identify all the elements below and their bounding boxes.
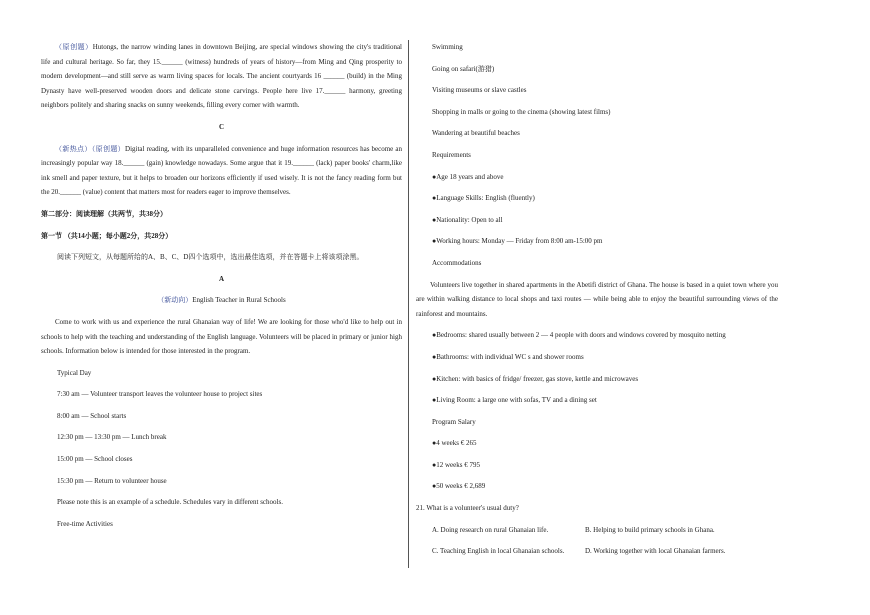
passage-b-paragraph — [41, 40, 402, 113]
schedule-item: 15:00 pm — School closes — [57, 455, 133, 464]
schedule-item: 12:30 pm — 13:30 pm — Lunch break — [57, 433, 167, 442]
requirements-heading: Requirements — [432, 150, 471, 159]
accommodation-item: ●Living Room: a large one with sofas, TV and a dining set — [432, 396, 597, 405]
source-tag: （新动向） — [157, 296, 193, 305]
salary-item: ●12 weeks € 795 — [432, 460, 480, 469]
section-one-heading: 第一节 （共14小题；每小题2分，共28分） — [41, 231, 173, 240]
intro-paragraph: Come to work with us and experience the rural Ghanaian way of life! We are looking for those who'd like to help out in schools to help with the teaching and understanding of the English language. Volunteers will be placed in primary or junior high schools. Information below is intended for those interested in the program. — [41, 317, 402, 356]
section-heading-c: C — [218, 122, 225, 131]
requirement-item: ●Age 18 years and above — [432, 172, 504, 181]
accommodations-paragraph: Volunteers live together in shared apartments in the Abetifi district of Ghana. The house is based in a quiet town where you are within walking distance to local shops and taxi routes — while being able to enjoy the beautiful surrounding views of the rainforest and mountains. — [416, 280, 778, 318]
accommodation-item: ●Kitchen: with basics of fridge/ freezer, gas stove, kettle and microwaves — [432, 374, 639, 383]
options-row-cd — [416, 544, 778, 559]
option-a[interactable]: A. Doing research on rural Ghanaian life. — [432, 525, 549, 534]
question-21: 21. What is a volunteer's usual duty? — [416, 504, 519, 513]
part-two-heading: 第二部分：阅读理解（共两节，共38分） — [41, 209, 167, 218]
option-d[interactable]: D. Working together with local Ghanaian farmers. — [585, 547, 726, 556]
left-column — [41, 40, 402, 531]
activity-item: Going on safari(游猎) — [432, 64, 495, 73]
column-divider — [408, 40, 409, 568]
schedule-item: 15:30 pm — Return to volunteer house — [57, 476, 167, 485]
activity-item: Wandering at beautiful beaches — [432, 129, 520, 138]
activity-item: Visiting museums or slave castles — [432, 86, 527, 95]
activity-item: Swimming — [432, 43, 463, 51]
paragraph-text: Hutongs, the narrow winding lanes in downtown Beijing, are special windows showing the city's traditional life and cultural heritage. So far, they 15.______ (witness) hundreds of years of history—from Ming and Qing prosperity to modern development—and still serve as warm living spaces for locals. The ancient courtyards 16 ______ (build) in the Ming Dynasty have well-preserved wooden doors and delicate stone carvings. People here live 17.______ harmony, greeting neighbors politely and sharing snacks on sunny weekends, filling every corner with warmth. — [41, 43, 403, 110]
salary-heading: Program Salary — [432, 417, 476, 426]
passage-title — [41, 293, 402, 308]
source-tag: （新热点）（原创题） — [55, 144, 126, 153]
schedule-item: 7:30 am — Volunteer transport leaves the volunteer house to project sites — [57, 390, 263, 399]
title-text: English Teacher in Rural Schools — [192, 296, 286, 305]
requirement-item: ●Language Skills: English (fluently) — [432, 194, 535, 203]
typical-day-heading: Typical Day — [57, 368, 92, 377]
accommodations-heading: Accommodations — [432, 258, 482, 267]
schedule-item: 8:00 am — School starts — [57, 411, 127, 420]
options-row-ab — [416, 523, 778, 538]
requirement-item: ●Nationality: Open to all — [432, 215, 503, 224]
accommodation-item: ●Bedrooms: shared usually between 2 — 4 people with doors and windows covered by mosquito netting — [432, 331, 726, 340]
salary-item: ●50 weeks € 2,689 — [432, 482, 486, 491]
option-b[interactable]: B. Helping to build primary schools in Ghana. — [585, 525, 715, 534]
salary-item: ●4 weeks € 265 — [432, 439, 477, 448]
instruction-text: 阅读下列短文，从每题所给的A、B、C、D四个选项中，选出最佳选项，并在答题卡上将该项涂黑。 — [57, 253, 364, 262]
passage-c-paragraph — [41, 142, 402, 200]
schedule-note: Please note this is an example of a schedule. Schedules vary in different schools. — [57, 498, 283, 507]
section-heading-a: A — [218, 274, 225, 283]
accommodation-item: ●Bathrooms: with individual WC s and shower rooms — [432, 352, 584, 361]
free-time-heading: Free-time Activities — [57, 519, 113, 528]
requirement-item: ●Working hours: Monday — Friday from 8:00 am-15:00 pm — [432, 237, 603, 246]
source-tag: （原创题） — [55, 43, 93, 51]
activity-item: Shopping in malls or going to the cinema (showing latest films) — [432, 107, 611, 116]
right-column — [416, 40, 778, 559]
paragraph-text: Digital reading, with its unparalleled convenience and huge information resources has become an increasingly popular way 18.______ (gain) knowledge nowadays. Some argue that it 19.______ (lack) paper books' charm,like ink smell and paper texture, but it helps to broaden our horizons efficiently if used wisely. It is not the fancy reading form but the 20.______ (value) content that matters most for readers eager to improve themselves. — [41, 144, 403, 197]
option-c[interactable]: C. Teaching English in local Ghanaian schools. — [432, 547, 565, 556]
